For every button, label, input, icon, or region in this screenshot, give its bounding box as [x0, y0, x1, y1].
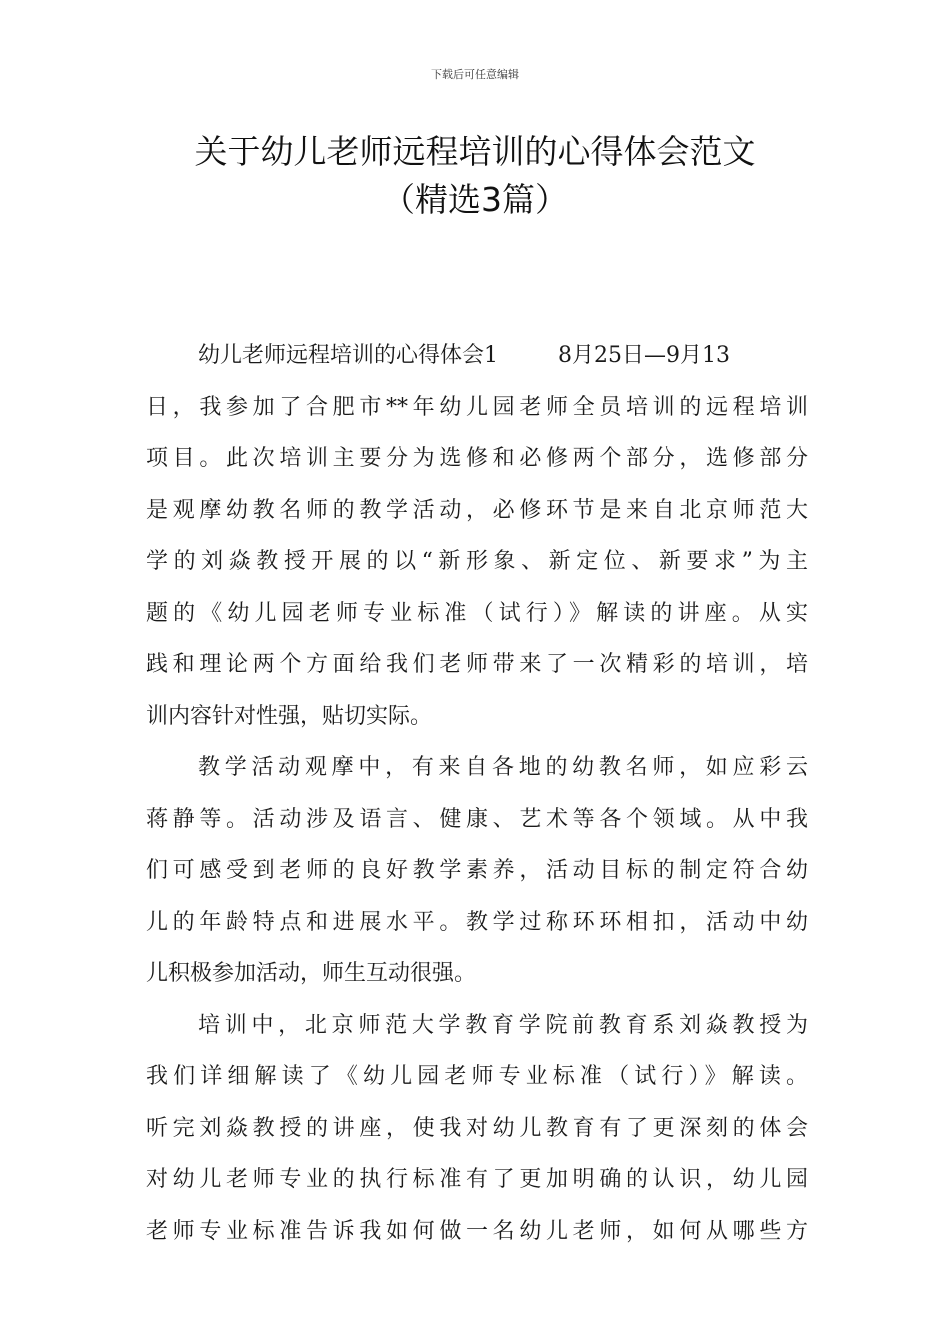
paragraph-1	[146, 330, 808, 742]
paragraph-line: 我们详细解读了《幼儿园老师专业标准（试行）》解读。	[146, 1064, 808, 1089]
section-heading: 幼儿老师远程培训的心得体会1	[198, 343, 498, 368]
title-line-2: （精选3篇）	[382, 180, 568, 219]
paragraph-line: 培训中，北京师范大学教育学院前教育系刘焱教授为	[198, 1012, 808, 1038]
paragraph-line: 是观摩幼教名师的教学活动，必修环节是来自北京师范大	[146, 497, 808, 523]
paragraph-line: 项目。此次培训主要分为选修和必修两个部分，选修部分	[146, 446, 808, 471]
paragraph-3	[146, 1000, 808, 1258]
paragraph-line: 听完刘焱教授的讲座，使我对幼儿教育有了更深刻的体会	[146, 1115, 808, 1141]
document-body	[146, 330, 808, 1257]
paragraph-line: 题的《幼儿园老师专业标准（试行）》解读的讲座。从实	[146, 600, 808, 626]
paragraph-line: 对幼儿老师专业的执行标准有了更加明确的认识，幼儿园	[146, 1167, 808, 1192]
title-line-1: 关于幼儿老师远程培训的心得体会范文	[194, 132, 756, 171]
paragraph-line: 儿积极参加活动，师生互动很强。	[146, 961, 477, 986]
paragraph-2	[146, 742, 808, 1000]
paragraph-line: 教学活动观摩中，有来自各地的幼教名师，如应彩云	[198, 755, 808, 780]
document-title	[100, 128, 850, 224]
paragraph-line: 蒋静等。活动涉及语言、健康、艺术等各个领域。从中我	[146, 806, 808, 832]
paragraph-line: 训内容针对性强，贴切实际。	[146, 703, 433, 729]
header-note: 下载后可任意编辑	[431, 68, 519, 81]
paragraph-line: 老师专业标准告诉我如何做一名幼儿老师，如何从哪些方	[146, 1218, 808, 1244]
paragraph-line	[146, 330, 808, 382]
paragraph-line: 儿的年龄特点和进展水平。教学过称环环相扣，活动中幼	[146, 909, 808, 935]
paragraph-line: 日，我参加了合肥市**年幼儿园老师全员培训的远程培训	[146, 394, 808, 420]
paragraph-line: 们可感受到老师的良好教学素养，活动目标的制定符合幼	[146, 858, 808, 883]
paragraph-line: 学的刘焱教授开展的以“新形象、新定位、新要求”为主	[146, 549, 808, 574]
paragraph-line: 践和理论两个方面给我们老师带来了一次精彩的培训，培	[146, 652, 808, 677]
date-range: 8月25日—9月13	[558, 343, 730, 368]
